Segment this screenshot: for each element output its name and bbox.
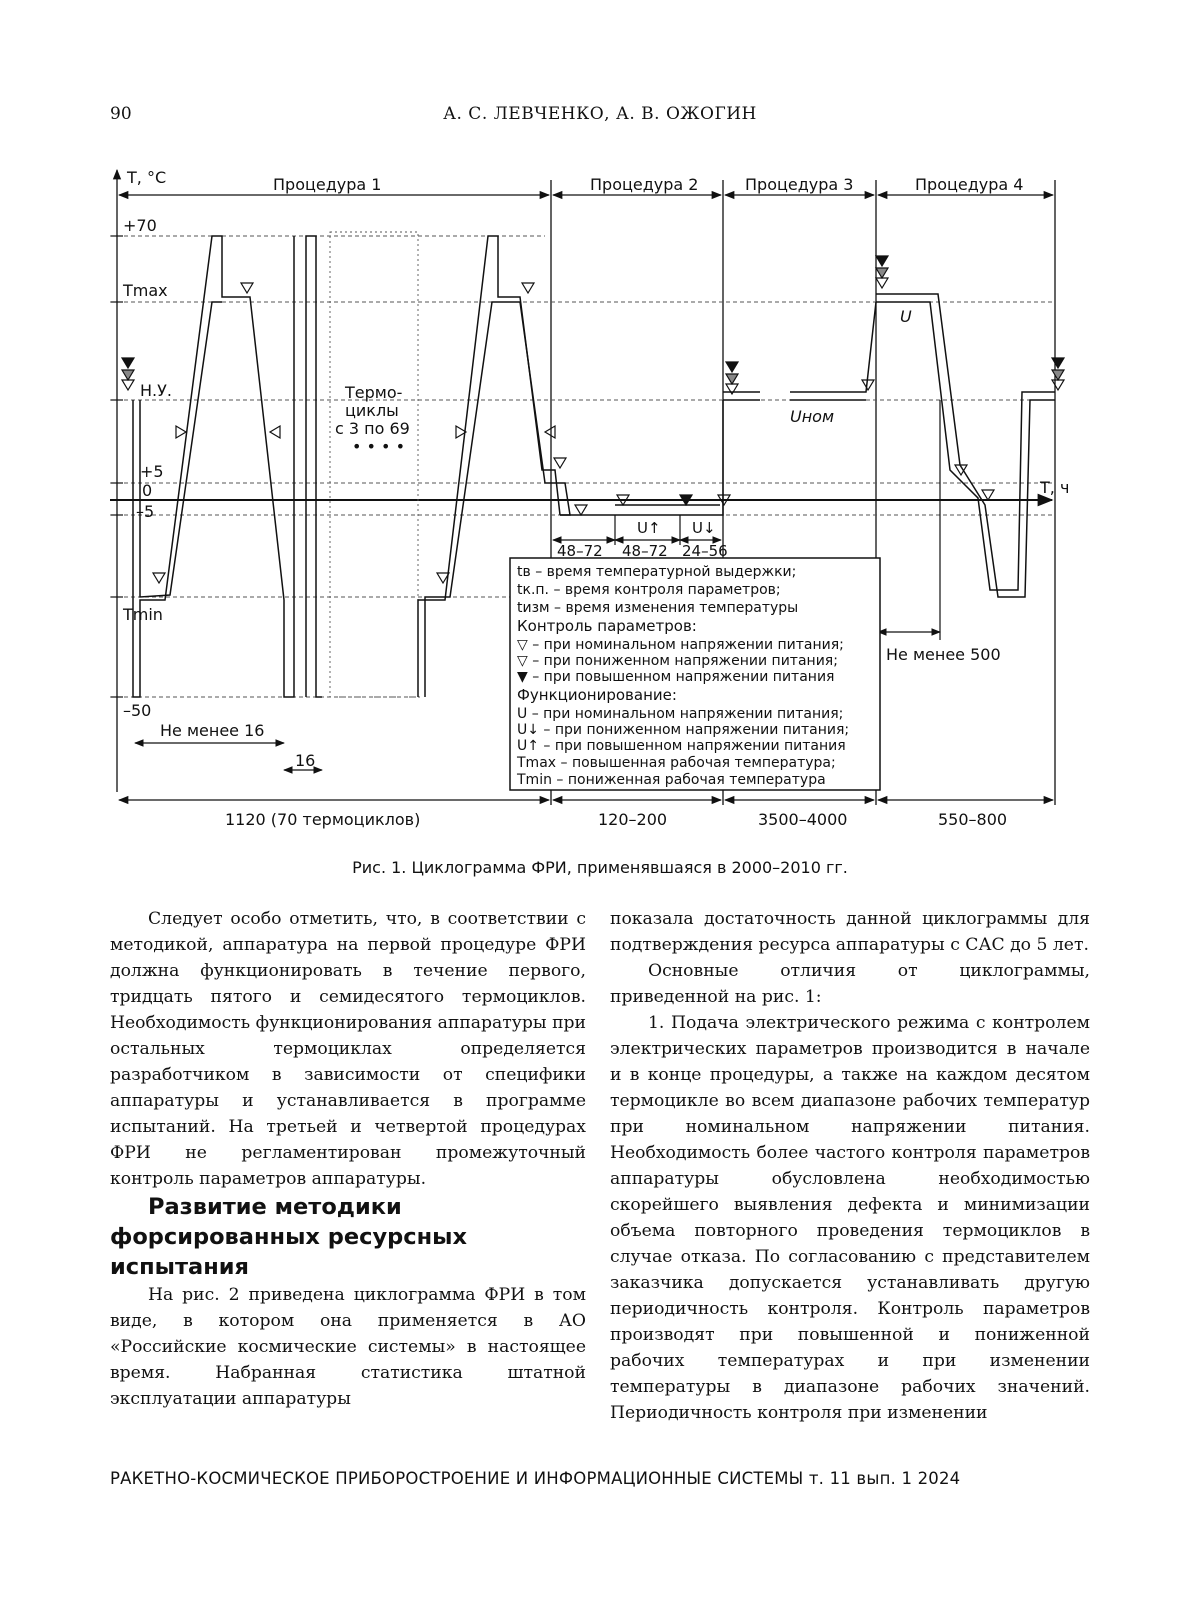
right-paragraph-3: 1. Подача электрического режима с контролем электрических параметров производится в начале и в конце процедуры, а также на каждом десятом термоцикле во всем диапазоне рабочих температур при номинальном напряжении питания. Необходимость более частого контроля параметров аппаратуры обусловлена необходимостью скорейшего выявления дефекта и минимизации объема повторного проведения термоциклов в случае отказа. По согласованию с представителем заказчика допускается устанавливать другую периодичность контроля. Контроль параметров производят при повышенной и пониженной рабочих температурах и при изменении температуры в диапазоне рабочих значений. Периодичность контроля при изменении [610, 1013, 1090, 1423]
left-paragraph-2: На рис. 2 приведена циклограмма ФРИ в том виде, в котором она применяется в АО «Российские космические системы» в настоящее время. Набранная статистика штатной эксплуатации аппаратуры [110, 1285, 586, 1409]
u-up-label: U↑ [637, 519, 661, 537]
procedure-3-plateau-2 [790, 302, 876, 392]
x-axis-label: T, ч [1040, 478, 1070, 497]
duration-p2-3: 24–56 [682, 542, 728, 560]
procedure-3-label: Процедура 3 [745, 175, 854, 194]
bottom-span-label-3: 3500–4000 [758, 810, 848, 829]
legend-line-12: Tmax – повышенная рабочая температура; [517, 755, 836, 771]
left-paragraph-1: Следует особо отметить, что, в соответствии с методикой, аппаратура на первой процедуре ФРИ должна функционировать в течение первого, тридцать пятого и семидесятого термоциклов. Необходимость функционирования аппаратуры при остальных термоциклах определяется разработчиком в зависимости от специфики аппаратуры и устанавливается в программе испытаний. На третьей и четвертой процедурах ФРИ не регламентирован промежуточный контроль параметров аппаратуры. [110, 909, 586, 1189]
legend-line-8: Функционирование: [517, 686, 677, 704]
y-tick-nu: Н.У. [140, 381, 172, 400]
procedure-2-plateau [560, 400, 723, 515]
procedure-2-label: Процедура 2 [590, 175, 699, 194]
legend-line-1: tв – время температурной выдержки; [517, 564, 797, 580]
legend-line-5: ▽ – при номинальном напряжении питания; [517, 637, 844, 653]
legend-line-11: U↑ – при повышенном напряжении питания [517, 738, 846, 754]
ramp-note-dots: • • • • [352, 437, 406, 456]
u-down-label: U↓ [692, 519, 716, 537]
u-nom-label: Uном [790, 407, 835, 426]
bottom-span-label-2: 120–200 [598, 810, 668, 829]
duration-p2-2: 48–72 [622, 542, 668, 560]
page-number: 90 [110, 104, 132, 124]
procedure-4-curve-outer [876, 294, 1055, 597]
bottom-span-label-4: 550–800 [938, 810, 1008, 829]
legend-line-13: Tmin – пониженная рабочая температура [517, 772, 826, 788]
legend-line-4: Контроль параметров: [517, 617, 697, 635]
ramp-note-line-3: с 3 по 69 [335, 419, 410, 438]
figure-caption: Рис. 1. Циклограмма ФРИ, применявшаяся в 2000–2010 гг. [352, 858, 848, 877]
cycle-2-curve [306, 236, 322, 697]
section-title: Развитие методики форсированных ресурсных испытания [110, 1194, 467, 1280]
journal-footer: РАКЕТНО-КОСМИЧЕСКОЕ ПРИБОРОСТРОЕНИЕ И ИНФОРМАЦИОННЫЕ СИСТЕМЫ т. 11 вып. 1 2024 [110, 1469, 961, 1488]
right-paragraph-1: показала достаточность данной циклограммы для подтверждения ресурса аппаратуры с САС до 5 лет. [610, 909, 1090, 955]
cyclogram-figure [100, 158, 1070, 829]
left-column [110, 906, 586, 1412]
y-tick-0: 0 [142, 481, 153, 500]
right-paragraph-2: Основные отличия от циклограммы, приведенной на рис. 1: [610, 961, 1090, 1007]
bottom-span-label-1: 1120 (70 термоциклов) [225, 810, 421, 829]
duration-p2-1: 48–72 [557, 542, 603, 560]
legend-line-9: U – при номинальном напряжении питания; [517, 706, 844, 722]
min-500-label: Не менее 500 [886, 645, 1001, 664]
legend-line-10: U↓ – при пониженном напряжении питания; [517, 722, 850, 738]
val-16-label: 16 [295, 751, 316, 770]
u-label: U [900, 307, 912, 326]
procedure-4-label: Процедура 4 [915, 175, 1024, 194]
min-16-label: Не менее 16 [160, 721, 265, 740]
y-tick-plus5: +5 [140, 462, 164, 481]
ramp-note-line-1: Термо- [345, 383, 403, 402]
legend-line-2: tк.п. – время контроля параметров; [517, 582, 781, 598]
page-header [0, 104, 1200, 130]
cycle-1-curve-inner [140, 302, 222, 597]
y-tick-tmax: Tmax [123, 281, 168, 300]
ramp-note-line-2: циклы [345, 401, 399, 420]
legend-line-6: ▽ – при пониженном напряжении питания; [517, 653, 838, 669]
right-column [610, 906, 1090, 1426]
legend-line-7: ▼ – при повышенном напряжении питания [517, 669, 835, 685]
running-head-authors: А. С. ЛЕВЧЕНКО, А. В. ОЖОГИН [443, 104, 757, 124]
legend-line-3: tизм – время изменения температуры [517, 600, 799, 616]
procedure-1-label: Процедура 1 [273, 175, 382, 194]
y-tick-minus50: –50 [123, 701, 152, 720]
y-axis-label: T, °C [127, 168, 167, 187]
y-tick-minus5: –5 [136, 502, 155, 521]
y-tick-tmin: Tmin [123, 605, 163, 624]
y-tick-70: +70 [123, 216, 157, 235]
